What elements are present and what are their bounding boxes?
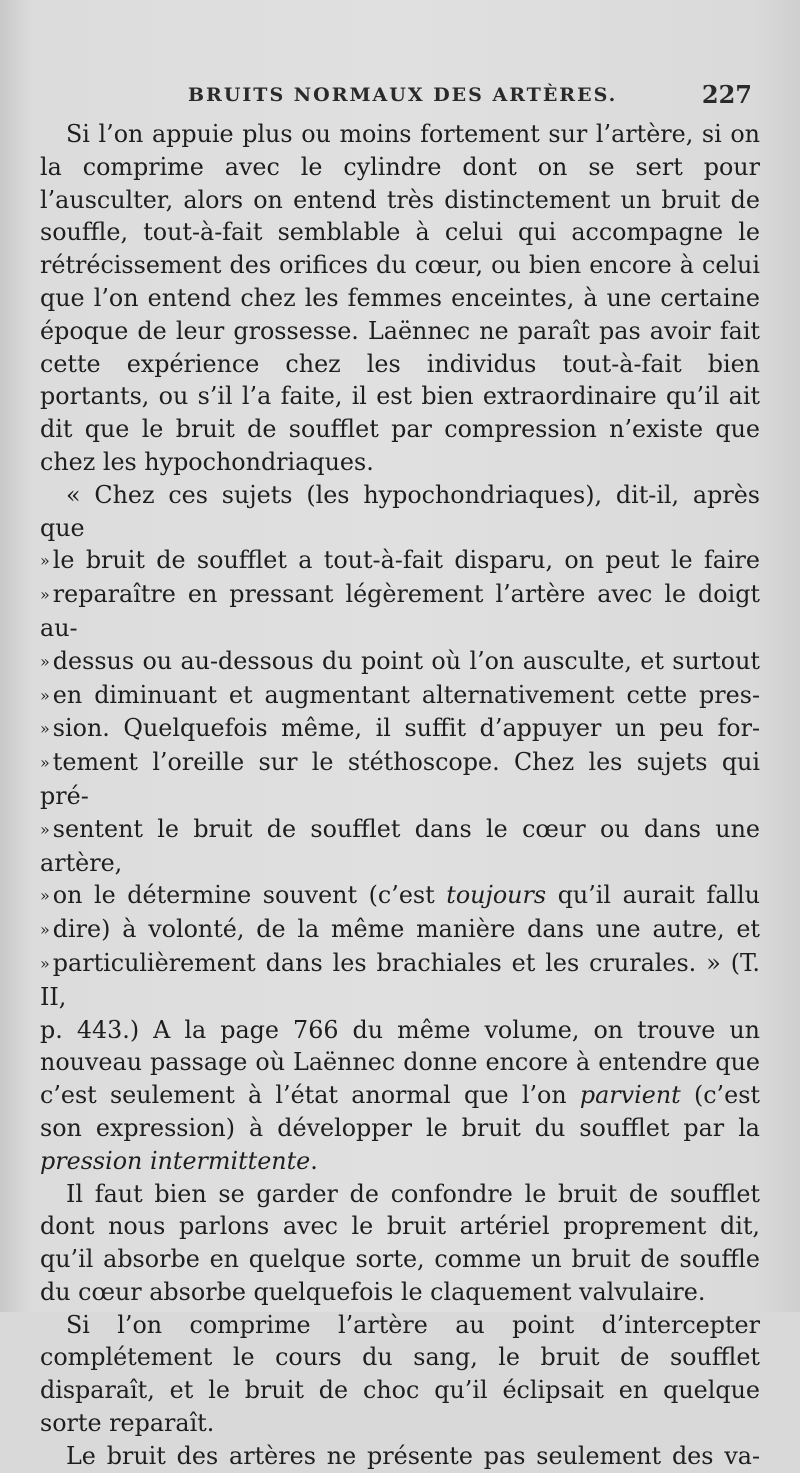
quotation-block [40, 479, 760, 1178]
quote-line [40, 746, 760, 813]
quote-line [40, 645, 760, 679]
quote-line [40, 913, 760, 947]
paragraph-1: Si l’on appuie plus ou moins fortement sur l’artère, si on la comprime avec le cylindre dont on se sert pour l’ausculter, alors on entend très distinctement un bruit de souffle, tout-à-fait semblable à celui qui accompagne le rétrécissement des orifices du cœur, ou bien encore à celui que l’on entend chez les femmes enceintes, à une certaine époque de leur grossesse. Laënnec ne paraît pas avoir fait cette expérience chez les individus tout-à-fait bien portants, ou s’il l’a faite, il est bien extraordinaire qu’il ait dit que le bruit de soufflet par compression n’existe que chez les hypochondriaques. [40, 120, 760, 476]
quote-line-text: en diminuant et augmentant alternativement cette pres- [52, 680, 760, 709]
quote-line-text: le bruit de soufflet a tout-à-fait disparu, on peut le faire [52, 546, 760, 575]
guillemet-mark: » [40, 819, 50, 839]
paragraph-4: Si l’on comprime l’artère au point d’intercepter complétement le cours du sang, le bruit de soufflet disparaît, et le bruit de choc qu’il éclipsait en quelque sorte reparaît. [40, 1310, 760, 1438]
body-text [40, 118, 760, 1473]
quote-line: « Chez ces sujets (les hypochondriaques), dit-il, après que [40, 480, 760, 542]
quote-line [40, 879, 760, 913]
paragraph-3: Il faut bien se garder de confondre le bruit de soufflet dont nous parlons avec le bruit artériel proprement dit, qu’il absorbe en quelque sorte, comme un bruit de souffle du cœur absorbe quelquefois le claquement valvulaire. [40, 1179, 760, 1306]
guillemet-mark: » [40, 551, 50, 571]
quote-line-text: tement l’oreille sur le stéthoscope. Chez les sujets qui pré- [40, 748, 760, 810]
running-head: BRUITS NORMAUX DES ARTÈRES. [188, 84, 618, 106]
quote-line [40, 679, 760, 713]
quote-line [40, 947, 760, 1014]
quote-line-text: sion. Quelquefois même, il suffit d’appuyer un peu for- [52, 714, 760, 743]
italic-word: toujours [446, 881, 547, 910]
guillemet-mark: » [40, 753, 50, 773]
period: . [310, 1146, 318, 1175]
quote-line-text: dessus ou au-dessous du point où l’on ausculte, et surtout [52, 646, 760, 675]
quote-line-text: on le détermine souvent (c’est [52, 881, 435, 910]
guillemet-mark: » [40, 920, 50, 940]
guillemet-mark: » [40, 585, 50, 605]
continuation-text: p. 443.) A la page 766 du même volume, on trouve un nouveau passage où Laënnec donne encore à entendre que c’est seulement à l’état anormal que l’on [40, 1015, 760, 1110]
quote-line-text: dire) à volonté, de la même manière dans une autre, et [52, 915, 760, 944]
italic-phrase: pression intermittente [40, 1146, 311, 1175]
page-header [40, 80, 752, 114]
italic-word: parvient [579, 1081, 681, 1110]
guillemet-mark: » [40, 953, 50, 973]
guillemet-mark: » [40, 685, 50, 705]
guillemet-mark: » [40, 886, 50, 906]
guillemet-mark: » [40, 651, 50, 671]
quote-line-text: reparaître en pressant légèrement l’artère avec le doigt au- [40, 580, 760, 642]
quote-line [40, 578, 760, 645]
quote-line [40, 712, 760, 746]
guillemet-mark: » [40, 719, 50, 739]
quote-line [40, 813, 760, 880]
paragraph-5: Le bruit des artères ne présente pas seulement des va- [66, 1441, 760, 1470]
quote-line [40, 544, 760, 578]
quote-line-text: qu’il aurait fallu [557, 881, 760, 910]
quote-continuation [40, 1014, 760, 1178]
quote-line-text: sentent le bruit de soufflet dans le cœur ou dans une artère, [40, 814, 760, 877]
continuation-text: (c’est son expression) à développer le bruit du soufflet par la [40, 1081, 760, 1142]
quote-line-text: particulièrement dans les brachiales et les crurales. » (T. II, [40, 948, 760, 1011]
page-number: 227 [701, 80, 752, 109]
